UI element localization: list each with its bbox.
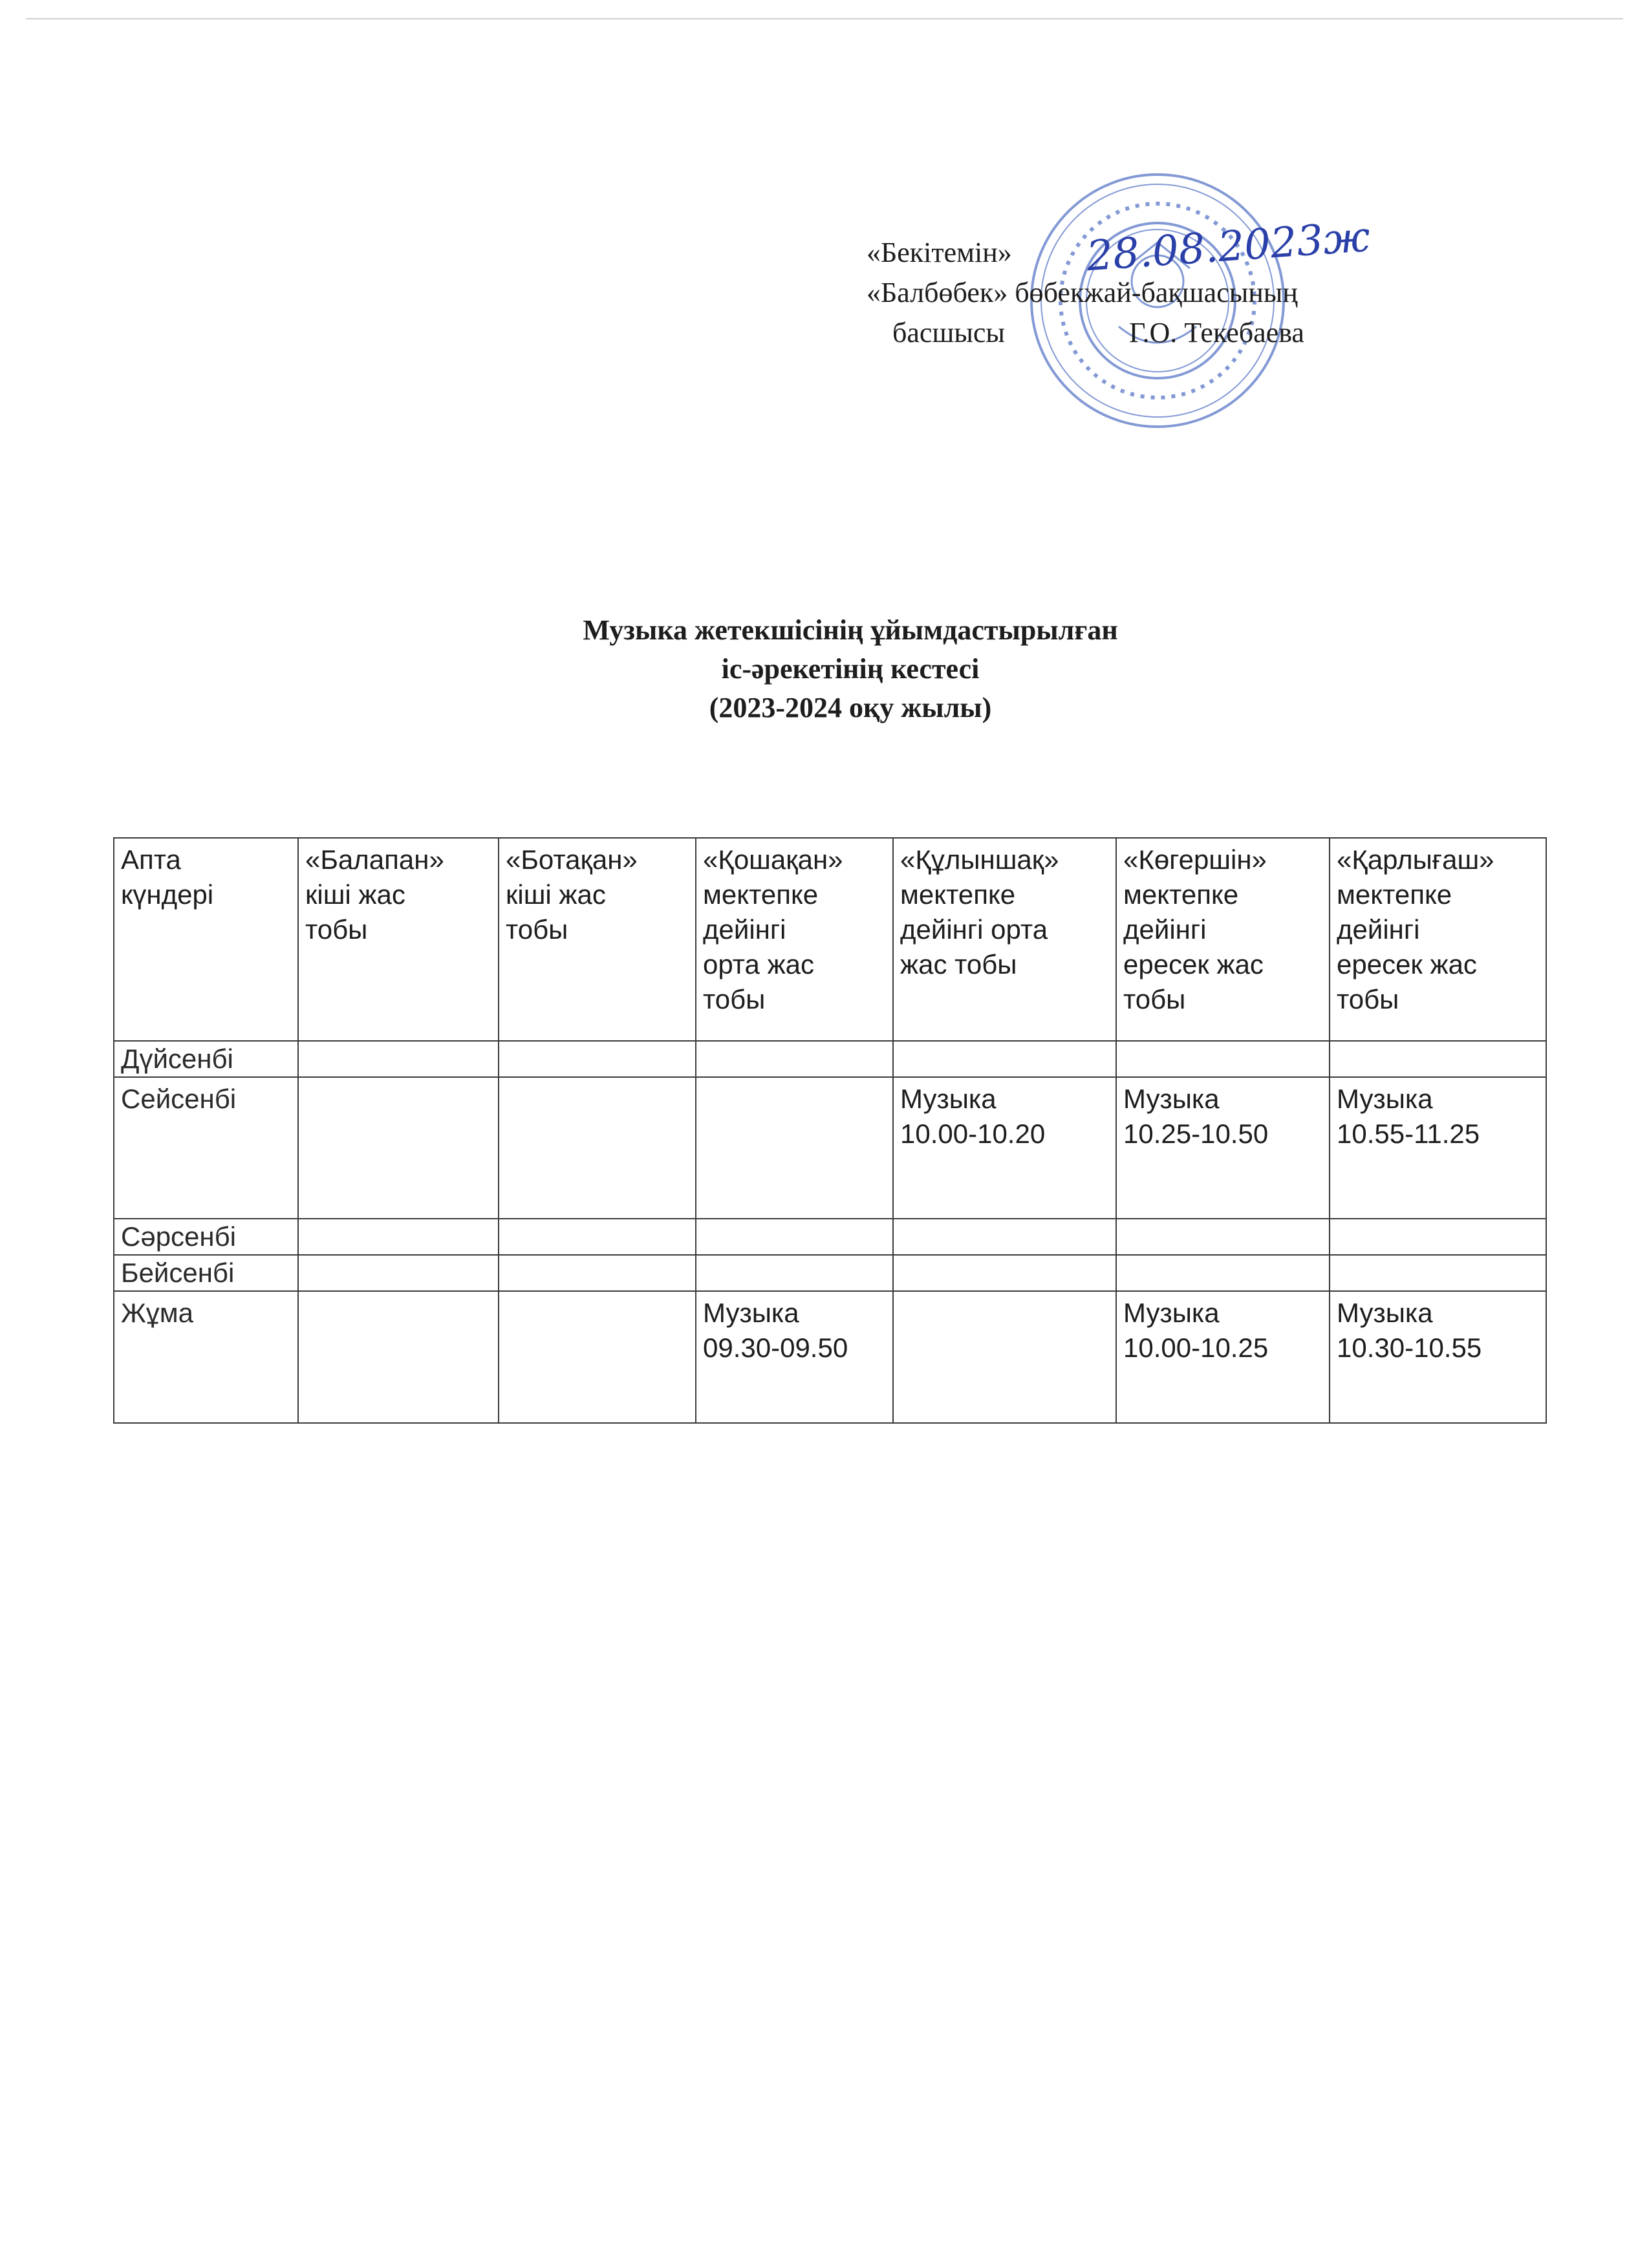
handwritten-date: 28.08.2023ж xyxy=(1084,213,1372,281)
table-cell xyxy=(499,1291,696,1423)
header-text: «Көгершін» мектепке дейінгі ересек жас тобы xyxy=(1123,844,1267,1014)
table-cell xyxy=(298,1255,499,1291)
table-row xyxy=(114,1291,1546,1423)
header-text: «Қошақан» мектепке дейінгі орта жас тобы xyxy=(703,844,843,1014)
table-cell xyxy=(696,1291,893,1423)
title-line-2: іс-әрекетінің кестесі xyxy=(721,653,980,685)
approval-line-2: «Балбөбек» бөбекжай-бақшасының xyxy=(867,277,1298,308)
table-cell xyxy=(696,1077,893,1219)
approval-role: басшысы xyxy=(892,317,1005,348)
table-cell xyxy=(893,1255,1116,1291)
cell-text: Музыка 10.00-10.20 xyxy=(900,1084,1046,1149)
cell-text: Музыка 09.30-09.50 xyxy=(703,1298,848,1363)
table-cell xyxy=(1116,1255,1330,1291)
table-cell xyxy=(1330,1077,1546,1219)
day-cell: Жұма xyxy=(114,1291,298,1423)
cell-text: Музыка 10.30-10.55 xyxy=(1337,1298,1482,1363)
table-cell xyxy=(499,1219,696,1255)
table-cell xyxy=(1116,1291,1330,1423)
header-cell xyxy=(893,838,1116,1041)
table-cell xyxy=(893,1291,1116,1423)
table-row xyxy=(114,1077,1546,1219)
table-cell xyxy=(298,1041,499,1077)
table-cell xyxy=(499,1041,696,1077)
table-row xyxy=(114,1255,1546,1291)
header-text: «Ботақан» кіші жас тобы xyxy=(506,844,638,945)
cell-text: Музыка 10.55-11.25 xyxy=(1337,1084,1480,1149)
table-cell xyxy=(1330,1291,1546,1423)
cell-text: Музыка 10.25-10.50 xyxy=(1123,1084,1269,1149)
approval-line-1: «Бекітемін» xyxy=(867,237,1012,268)
scan-top-edge xyxy=(26,18,1623,19)
schedule-table xyxy=(113,837,1547,1424)
day-cell: Дүйсенбі xyxy=(114,1041,298,1077)
header-cell xyxy=(1330,838,1546,1041)
table-cell xyxy=(1116,1077,1330,1219)
header-cell xyxy=(499,838,696,1041)
title-line-1: Музыка жетекшісінің ұйымдастырылған xyxy=(583,614,1118,646)
header-text: «Қарлығаш» мектепке дейінгі ересек жас тобы xyxy=(1337,844,1494,1014)
table-cell xyxy=(1116,1219,1330,1255)
table-cell xyxy=(696,1255,893,1291)
table-cell xyxy=(893,1219,1116,1255)
approval-name: Г.О. Текебаева xyxy=(1128,317,1304,348)
table-cell xyxy=(499,1255,696,1291)
table-cell xyxy=(499,1077,696,1219)
table-cell xyxy=(1116,1041,1330,1077)
table-cell xyxy=(893,1077,1116,1219)
day-cell: Сәрсенбі xyxy=(114,1219,298,1255)
cell-text: Музыка 10.00-10.25 xyxy=(1123,1298,1269,1363)
approval-line-3 xyxy=(892,313,1449,353)
table-cell xyxy=(298,1077,499,1219)
header-text: Апта күндері xyxy=(121,844,214,910)
table-cell xyxy=(1330,1041,1546,1077)
header-cell xyxy=(1116,838,1330,1041)
header-cell xyxy=(696,838,893,1041)
header-cell xyxy=(114,838,298,1041)
table-cell xyxy=(696,1041,893,1077)
header-text: «Құлыншақ» мектепке дейінгі орта жас тобы xyxy=(900,844,1059,979)
approval-block xyxy=(867,233,1449,353)
day-cell: Сейсенбі xyxy=(114,1077,298,1219)
table-cell xyxy=(1330,1219,1546,1255)
header-text: «Балапан» кіші жас тобы xyxy=(305,844,444,945)
table-cell xyxy=(298,1219,499,1255)
table-cell xyxy=(893,1041,1116,1077)
document-title xyxy=(0,611,1649,727)
table-cell xyxy=(696,1219,893,1255)
table-cell xyxy=(298,1291,499,1423)
title-line-3: (2023-2024 оқу жылы) xyxy=(709,692,992,723)
table-header-row xyxy=(114,838,1546,1041)
header-cell xyxy=(298,838,499,1041)
table-row xyxy=(114,1041,1546,1077)
day-cell: Бейсенбі xyxy=(114,1255,298,1291)
table-row xyxy=(114,1219,1546,1255)
table-cell xyxy=(1330,1255,1546,1291)
